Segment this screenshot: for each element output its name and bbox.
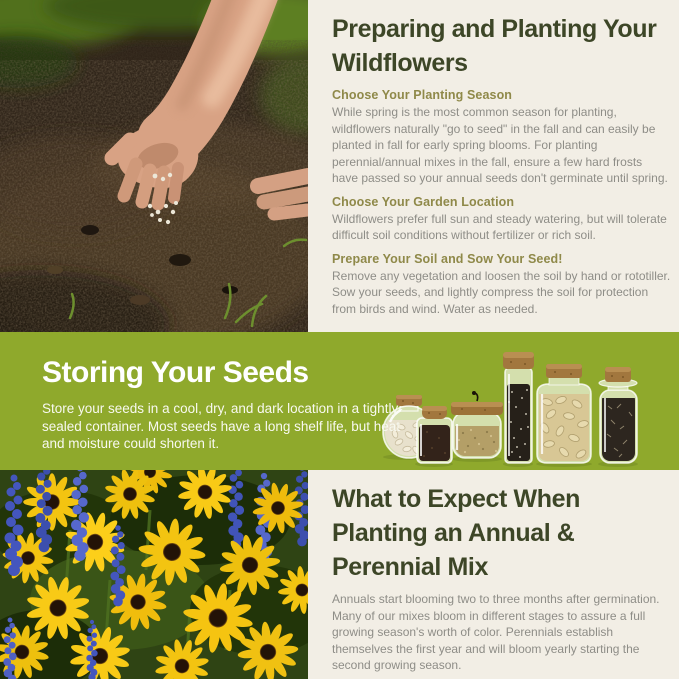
section-storing-seeds	[0, 332, 679, 470]
planting-season-body: While spring is the most common season for planting, wildflowers naturally "go to seed" in the fall and can easily be planted in fall for early spring blooms. For planting perennial/annual mixes in the fall, ensure a few hard frosts have passed so your annual seeds don't germinate until spring.	[332, 105, 668, 185]
planting-season-subhead: Choose Your Planting Season	[332, 88, 513, 102]
wildflower-photo	[0, 470, 308, 679]
what-to-expect-heading: What to Expect When Planting an Annual & Perennial Mix	[332, 485, 580, 581]
soil-sow-body: Remove any vegetation and loosen the soil by hand or rototiller. Sow your seeds, and lightly compress the soil for protection from birds and wind. Water as needed.	[332, 268, 671, 316]
preparing-planting-heading: Preparing and Planting Your Wildflowers	[332, 15, 657, 77]
jar-dark-seeds	[417, 406, 452, 463]
jar-sunflower-seeds	[599, 367, 637, 463]
seed-jars-illustration	[359, 332, 679, 470]
jar-pumpkin-seeds	[537, 364, 591, 463]
jar-tan-grain	[451, 391, 503, 458]
what-to-expect-copy	[308, 470, 679, 679]
storing-seeds-body: Store your seeds in a cool, dry, and dark location in a tightly-sealed container. Most seeds have a long shelf life, but heat and moisture could shorten it.	[42, 401, 403, 451]
garden-location-body: Wildflowers prefer full sun and steady watering, but will tolerate difficult soil conditions without fertilizer or rich soil.	[332, 211, 667, 242]
section-preparing-planting	[0, 0, 679, 332]
section-what-to-expect	[0, 470, 679, 679]
soil-sow-subhead: Prepare Your Soil and Sow Your Seed!	[332, 251, 563, 266]
storing-seeds-heading: Storing Your Seeds	[42, 356, 309, 389]
sowing-seeds-photo	[0, 0, 308, 332]
wildflower-illustration	[0, 470, 308, 679]
garden-location-subhead: Choose Your Garden Location	[332, 194, 515, 209]
preparing-planting-copy	[308, 0, 679, 332]
jar-chia-cylinder	[503, 352, 534, 463]
sowing-seeds-illustration	[0, 0, 308, 332]
storing-seeds-copy	[42, 356, 404, 453]
what-to-expect-body: Annuals start blooming two to three months after germination. Many of our mixes bloom in different stages to assure a full growing season's worth of color. Perennials establish themselves the first year and will bloom yearly starting the second growing season.	[332, 592, 660, 672]
